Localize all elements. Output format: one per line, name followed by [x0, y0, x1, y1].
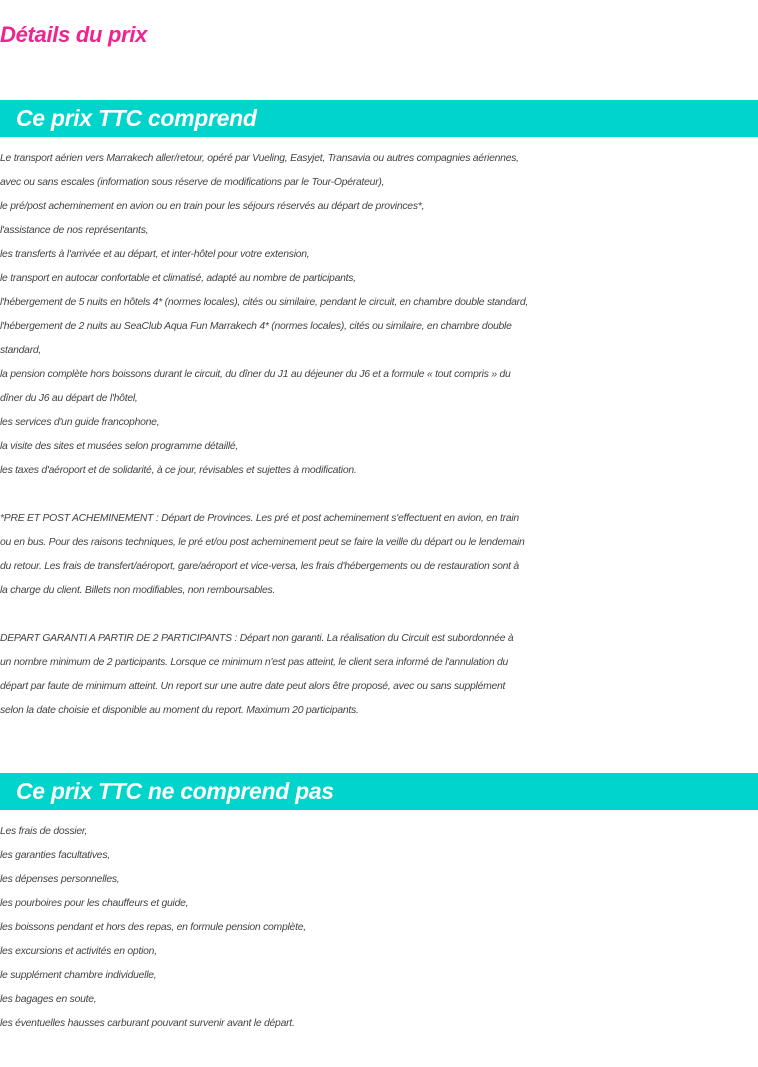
note-line: un nombre minimum de 2 participants. Lorsque ce minimum n'est pas atteint, le client sera informé de l'annulation du: [0, 657, 509, 668]
list-item: les garanties facultatives,: [0, 850, 110, 861]
section-heading-includes: Ce prix TTC comprend: [0, 100, 758, 137]
list-item: Le transport aérien vers Marrakech aller/retour, opéré par Vueling, Easyjet, Transavia ou autres compagnies aériennes,: [0, 153, 519, 164]
page-title: Détails du prix: [0, 22, 148, 47]
list-item: le transport en autocar confortable et climatisé, adapté au nombre de participants,: [0, 273, 356, 284]
list-item: Les frais de dossier,: [0, 826, 88, 837]
note-line: départ par faute de minimum atteint. Un report sur une autre date peut alors être proposé, avec ou sans supplément: [0, 681, 506, 692]
list-item: les éventuelles hausses carburant pouvant survenir avant le départ.: [0, 1018, 295, 1029]
includes-list: [0, 147, 758, 483]
list-item: les bagages en soute,: [0, 994, 97, 1005]
note-pre-post-acheminement: [0, 507, 758, 603]
list-item: les excursions et activités en option,: [0, 946, 157, 957]
list-item: les transferts à l'arrivée et au départ, et inter-hôtel pour votre extension,: [0, 249, 310, 260]
note-line: du retour. Les frais de transfert/aéroport, gare/aéroport et vice-versa, les frais d'hébergements ou de restauration sont à: [0, 561, 519, 572]
section-heading-excludes: Ce prix TTC ne comprend pas: [0, 773, 758, 810]
list-item: le supplément chambre individuelle,: [0, 970, 157, 981]
excludes-list: [0, 820, 758, 1036]
list-item: l'hébergement de 5 nuits en hôtels 4* (normes locales), cités ou similaire, pendant le circuit, en chambre double standard,: [0, 297, 529, 308]
list-item: dîner du J6 au départ de l'hôtel,: [0, 393, 138, 404]
list-item: les boissons pendant et hors des repas, en formule pension complète,: [0, 922, 306, 933]
note-line: *PRE ET POST ACHEMINEMENT : Départ de Provinces. Les pré et post acheminement s'effectuent en avion, en train: [0, 513, 519, 524]
list-item: les pourboires pour les chauffeurs et guide,: [0, 898, 189, 909]
list-item: les taxes d'aéroport et de solidarité, à ce jour, révisables et sujettes à modification.: [0, 465, 357, 476]
note-line: selon la date choisie et disponible au moment du report. Maximum 20 participants.: [0, 705, 359, 716]
list-item: l'assistance de nos représentants,: [0, 225, 149, 236]
note-depart-garanti: [0, 627, 758, 723]
note-line: DEPART GARANTI A PARTIR DE 2 PARTICIPANTS : Départ non garanti. La réalisation du Circuit est subordonnée à: [0, 633, 514, 644]
list-item: la pension complète hors boissons durant le circuit, du dîner du J1 au déjeuner du J6 et a formule « tout compris » du: [0, 369, 511, 380]
note-line: la charge du client. Billets non modifiables, non remboursables.: [0, 585, 276, 596]
list-item: le pré/post acheminement en avion ou en train pour les séjours réservés au départ de provinces*,: [0, 201, 425, 212]
list-item: standard,: [0, 345, 42, 356]
note-line: ou en bus. Pour des raisons techniques, le pré et/ou post acheminement peut se faire la veille du départ ou le lendemain: [0, 537, 525, 548]
list-item: l'hébergement de 2 nuits au SeaClub Aqua Fun Marrakech 4* (normes locales), cités ou similaire, en chambre double: [0, 321, 512, 332]
list-item: les dépenses personnelles,: [0, 874, 120, 885]
list-item: la visite des sites et musées selon programme détaillé,: [0, 441, 239, 452]
list-item: avec ou sans escales (information sous réserve de modifications par le Tour-Opérateur),: [0, 177, 385, 188]
list-item: les services d'un guide francophone,: [0, 417, 160, 428]
